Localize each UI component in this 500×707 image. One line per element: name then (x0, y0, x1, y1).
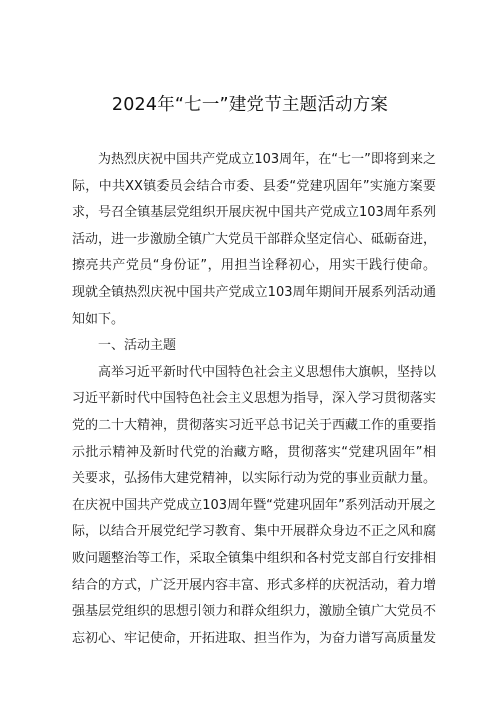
section-heading-activity-theme: 一、活动主题 (98, 338, 177, 354)
document-title: 2024年“七一”建党节主题活动方案 (111, 95, 389, 115)
activity-theme-paragraph-continued: 在庆祝中国共产党成立103周年暨“党建巩固年”系列活动开展之际，以结合开展党纪学习教育、集中开展群众身边不正之风和腐败问题整治等工作，采取全镇集中组织和各村党支部自行安排相结合的方式，广泛开展内容丰富、形式多样的庆祝活动，着力增强基层党组织的思想引领力和群众组织力，激励全镇广大党员不忘初心、牢记使命，开拓进取、担当作为，为奋力谱写高质量发 (72, 497, 437, 646)
activity-theme-paragraph: 高举习近平新时代中国特色社会主义思想伟大旗帜，坚持以习近平新时代中国特色社会主义思想为指导，深入学习贯彻落实党的二十大精神，贯彻落实习近平总书记关于西藏工作的重要指示批示精神及新时代党的治藏方略，贯彻落实“党建巩固年”相关要求，弘扬伟大建党精神，以实际行动为党的事业贡献力量。 (72, 364, 437, 487)
document-body (72, 147, 436, 652)
intro-paragraph: 为热烈庆祝中国共产党成立103周年，在“七一”即将到来之际，中共XX镇委员会结合市委、县委“党建巩固年”实施方案要求，号召全镇基层党组织开展庆祝中国共产党成立103周年系列活动，进一步激励全镇广大党员干部群众坚定信心、砥砺奋进，擦亮共产党员“身份证”，用担当诠释初心，用实干践行使命。现就全镇热烈庆祝中国共产党成立103周年期间开展系列活动通知如下。 (72, 152, 437, 327)
